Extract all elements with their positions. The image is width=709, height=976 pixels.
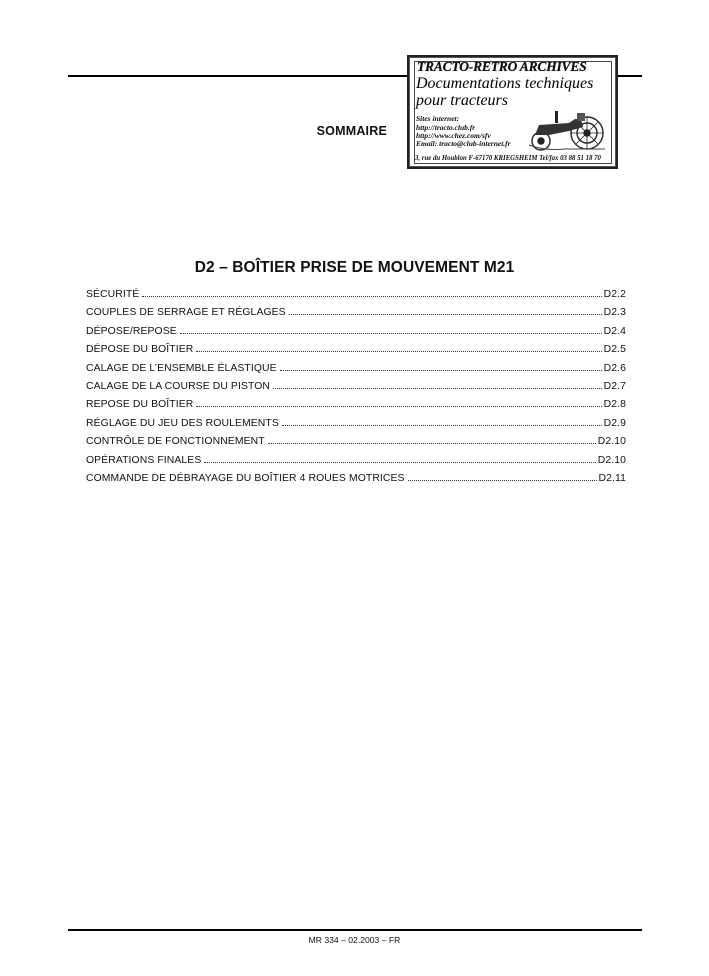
dot-leader xyxy=(289,314,602,315)
toc-entry-page: D2.3 xyxy=(603,307,626,319)
stamp-title: TRACTO-RETRO ARCHIVES xyxy=(417,59,587,74)
toc-entry-label: DÉPOSE/REPOSE xyxy=(86,325,177,337)
toc-entry-label: CALAGE DE L’ENSEMBLE ÉLASTIQUE xyxy=(86,362,277,374)
stamp-site-2: http://www.chez.com/sfv xyxy=(416,131,491,140)
stamp-line-1: Documentations techniques xyxy=(416,75,594,92)
toc-entry[interactable] xyxy=(86,418,626,436)
section-title: D2 – BOÎTIER PRISE DE MOUVEMENT M21 xyxy=(194,259,515,276)
stamp-site-1: http://tracto.club.fr xyxy=(416,123,476,132)
toc-entry[interactable] xyxy=(86,307,626,325)
toc-entry[interactable] xyxy=(86,326,626,344)
stamp-sites-label: Sites internet: xyxy=(416,114,460,123)
toc-entry[interactable] xyxy=(86,381,626,399)
toc-entry[interactable] xyxy=(86,473,626,491)
stamp-address: 3, rue du Houblon F-67170 KRIEGSHEIM Tel/fax 03 88 51 18 70 xyxy=(415,155,601,162)
dot-leader xyxy=(204,462,595,463)
toc-entry-page: D2.11 xyxy=(598,472,626,484)
toc-entry-label: DÉPOSE DU BOÎTIER xyxy=(86,344,194,356)
dot-leader xyxy=(196,406,601,407)
toc-entry-page: D2.6 xyxy=(603,362,626,374)
footer-reference: MR 334 – 02.2003 – FR xyxy=(308,935,401,945)
sommaire-label: SOMMAIRE xyxy=(316,124,387,138)
toc-entry-label: CALAGE DE LA COURSE DU PISTON xyxy=(86,380,271,392)
toc-entry[interactable] xyxy=(86,455,626,473)
dot-leader xyxy=(268,443,596,444)
dot-leader xyxy=(282,425,602,426)
toc-entry[interactable] xyxy=(86,289,626,307)
toc-entry-label: SÉCURITÉ xyxy=(86,289,140,300)
tractor-icon xyxy=(525,109,611,153)
toc-entry-page: D2.2 xyxy=(603,289,626,300)
toc-entry-page: D2.4 xyxy=(603,325,626,337)
dot-leader xyxy=(408,480,597,481)
dot-leader xyxy=(280,370,602,371)
toc-entry-page: D2.10 xyxy=(597,436,626,448)
dot-leader xyxy=(180,333,602,334)
toc-entry-page: D2.8 xyxy=(603,399,626,411)
dot-leader xyxy=(273,388,602,389)
stamp-line-2: pour tracteurs xyxy=(416,92,508,109)
toc-entry-label: COUPLES DE SERRAGE ET RÉGLAGES xyxy=(86,307,286,319)
toc-entry-page: D2.7 xyxy=(603,380,626,392)
toc-entry-label: CONTRÔLE DE FONCTIONNEMENT xyxy=(86,436,265,448)
dot-leader xyxy=(196,351,601,352)
toc-entry[interactable] xyxy=(86,436,626,454)
toc-entry-label: COMMANDE DE DÉBRAYAGE DU BOÎTIER 4 ROUES MOTRICES xyxy=(86,472,405,484)
bottom-rule xyxy=(68,929,642,931)
toc-entry-page: D2.9 xyxy=(603,417,626,429)
table-of-contents xyxy=(86,289,626,491)
toc-entry-label: RÉGLAGE DU JEU DES ROULEMENTS xyxy=(86,417,279,429)
toc-entry[interactable] xyxy=(86,344,626,362)
dot-leader xyxy=(142,296,601,297)
toc-entry-page: D2.10 xyxy=(597,454,626,466)
archive-stamp xyxy=(407,55,618,169)
toc-entry[interactable] xyxy=(86,399,626,417)
toc-entry-page: D2.5 xyxy=(603,344,626,356)
toc-entry-label: REPOSE DU BOÎTIER xyxy=(86,399,194,411)
toc-entry-label: OPÉRATIONS FINALES xyxy=(86,454,202,466)
stamp-email: Email: tracto@club-internet.fr xyxy=(416,139,511,148)
toc-entry[interactable] xyxy=(86,363,626,381)
